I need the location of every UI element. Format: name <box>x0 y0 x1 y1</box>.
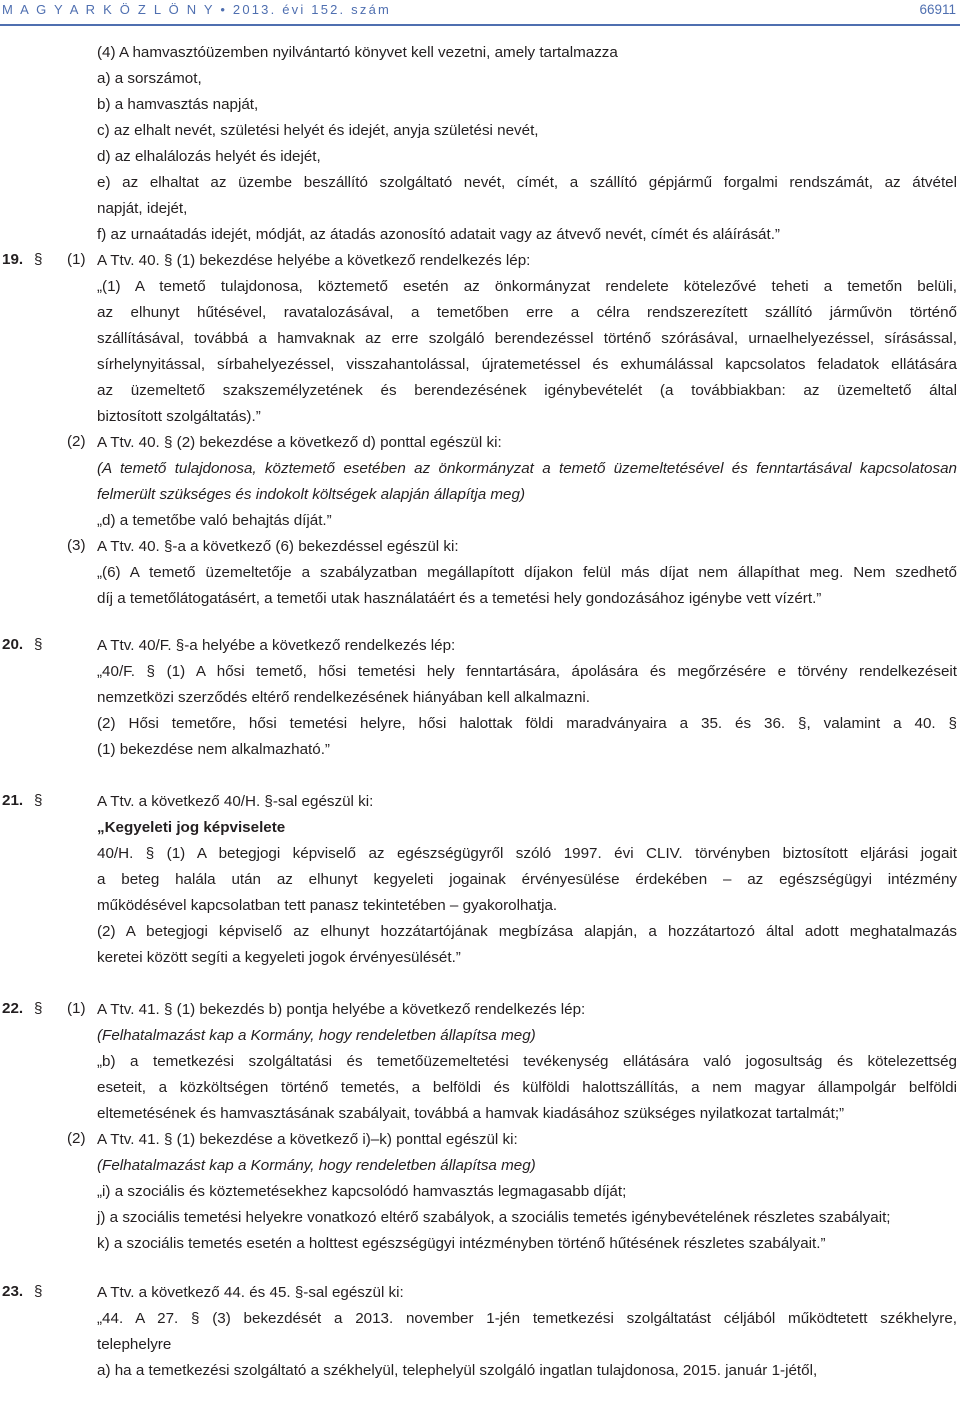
section-symbol: § <box>34 636 43 653</box>
text-line: a) a sorszámot, <box>97 70 202 87</box>
section-symbol: § <box>34 251 43 268</box>
text-line: „(1) A temető tulajdonosa, köztemető esetén az önkormányzat rendelete kötelezővé teheti a temetőn belüli, <box>97 278 957 295</box>
text-line: „44. A 27. § (3) bekezdését a 2013. november 1-jén temetkezési szolgáltatást céljából működtetett székhelyre, <box>97 1310 957 1327</box>
text-line: k) a szociális temetés esetén a holttest egészségügyi intézményben történő hűtésének részletes szabályait.” <box>97 1235 826 1252</box>
text-line: A Ttv. 41. § (1) bekezdés b) pontja helyébe a következő rendelkezés lép: <box>97 1001 586 1018</box>
text-line: d) az elhalálozás helyét és idejét, <box>97 148 321 165</box>
text-line: az üzemeltető szakszemélyzetének és berendezésének igénybevételét (a továbbiakban: az üzemeltető által <box>97 382 957 399</box>
text-line: A Ttv. 40. § (2) bekezdése a következő d) ponttal egészül ki: <box>97 434 502 451</box>
section-number: 19. <box>2 251 24 268</box>
text-line: az elhunyt hűtésével, ravatalozásával, a temetőben erre a célra rendszerezített szállító járművön történő <box>97 304 957 321</box>
section-symbol: § <box>34 792 43 809</box>
text-line: eltemetésének és hamvasztásának szabályait, továbbá a hamvak kiadásához szükséges nyilatkozat tartalmát;” <box>97 1105 845 1122</box>
text-line: j) a szociális temetési helyekre vonatkozó eltérő szabályok, a szociális temetés igénybevételének részletes szabályait; <box>97 1209 891 1226</box>
text-line: b) a hamvasztás napját, <box>97 96 259 113</box>
text-line: díj a temetőlátogatásért, a temetői utak használatáért és a temetési hely gondozásához igénybe vett vízért.” <box>97 590 822 607</box>
text-line: 40/H. § (1) A betegjogi képviselő az egészségügyről szóló 1997. évi CLIV. törvényben biztosított eljárási jogait <box>97 845 957 862</box>
text-line: A Ttv. a következő 44. és 45. §-sal egészül ki: <box>97 1284 404 1301</box>
paragraph-number: (1) <box>67 1000 86 1017</box>
text-line: felmerült szükséges és indokolt költségek alapján állapítja meg) <box>97 486 526 503</box>
header-rule <box>0 24 960 26</box>
text-line: szállításával, továbbá a hamvaknak az erre szolgáló berendezéssel történő szórásával, urnaelhelyezéssel, sírásással, <box>97 330 957 347</box>
section-title: „Kegyeleti jog képviselete <box>97 819 286 836</box>
section-number: 20. <box>2 636 24 653</box>
text-line: A Ttv. a következő 40/H. §-sal egészül ki: <box>97 793 374 810</box>
text-line: f) az urnaátadás idejét, módját, az átadás azonosító adatait vagy az átvevő nevét, címét és aláírását.” <box>97 226 780 243</box>
text-line: c) az elhalt nevét, születési helyét és idejét, anyja születési nevét, <box>97 122 539 139</box>
page-number: 66911 <box>919 2 956 17</box>
text-line: keretei között segíti a kegyeleti jogok érvényesülését.” <box>97 949 461 966</box>
text-line: (2) A betegjogi képviselő az elhunyt hozzátartójának megbízása alapján, a hozzátartozó által adott meghatalmazás <box>97 923 957 940</box>
paragraph-number: (3) <box>67 537 86 554</box>
text-line: „b) a temetkezési szolgáltatási és temetőüzemeltetési tevékenység ellátására való jogosultság és kötelezettség <box>97 1053 957 1070</box>
section-symbol: § <box>34 1283 43 1300</box>
text-line: telephelyre <box>97 1336 172 1353</box>
text-line: (2) Hősi temetőre, hősi temetési helyre, hősi halottak földi maradványaira a 35. és 36. §, valamint a 40. § <box>97 715 957 732</box>
text-line: A Ttv. 41. § (1) bekezdése a következő i)–k) ponttal egészül ki: <box>97 1131 518 1148</box>
text-line: (4) A hamvasztóüzemben nyilvántartó könyvet kell vezetni, amely tartalmazza <box>97 44 618 61</box>
text-line: A Ttv. 40. § (1) bekezdése helyébe a következő rendelkezés lép: <box>97 252 531 269</box>
text-line: „i) a szociális és köztemetésekhez kapcsolódó hamvasztás legmagasabb díját; <box>97 1183 627 1200</box>
text-line: (A temető tulajdonosa, köztemető esetében az önkormányzat a temető üzemeltetésével és fenntartásával kapcsolatosan <box>97 460 957 477</box>
text-line: működésével kapcsolatban tett panasz tekintetében – gyakorolhatja. <box>97 897 558 914</box>
text-line: napját, idejét, <box>97 200 188 217</box>
journal-title: M A G Y A R K Ö Z L Ö N Y • 2013. évi 152. szám <box>2 2 392 17</box>
text-line: (1) bekezdése nem alkalmazható.” <box>97 741 330 758</box>
text-line: „(6) A temető üzemeltetője a szabályzatban megállapított díjakon felül más díjat nem állapíthat meg. Nem szedhető <box>97 564 957 581</box>
text-line: (Felhatalmazást kap a Kormány, hogy rendeletben állapítsa meg) <box>97 1157 536 1174</box>
text-line: biztosított szolgáltatás).” <box>97 408 261 425</box>
text-line: A Ttv. 40/F. §-a helyébe a következő rendelkezés lép: <box>97 637 456 654</box>
text-line: e) az elhaltat az üzembe beszállító szolgáltató nevét, címét, a szállító gépjármű forgalmi rendszámát, az átvétel <box>97 174 957 191</box>
text-line: a beteg halála után az elhunyt kegyeleti jogainak érvényesülése érdekében – az egészségügyi intézmény <box>97 871 957 888</box>
page-header <box>0 0 960 24</box>
paragraph-number: (1) <box>67 251 86 268</box>
text-line: eseteit, a közköltségen történő temetés, a belföldi és külföldi halottszállítás, a nem magyar állampolgár belföldi <box>97 1079 957 1096</box>
text-line: (Felhatalmazást kap a Kormány, hogy rendeletben állapítsa meg) <box>97 1027 536 1044</box>
text-line: „40/F. § (1) A hősi temető, hősi temetési hely fenntartására, ápolására és megőrzésére e törvény rendelkezéseit <box>97 663 957 680</box>
text-line: nemzetközi szerződés eltérő rendelkezésének hiányában kell alkalmazni. <box>97 689 591 706</box>
section-number: 21. <box>2 792 24 809</box>
section-number: 23. <box>2 1283 24 1300</box>
text-line: „d) a temetőbe való behajtás díját.” <box>97 512 332 529</box>
text-line: A Ttv. 40. §-a a következő (6) bekezdéssel egészül ki: <box>97 538 459 555</box>
text-line: a) ha a temetkezési szolgáltató a székhelyül, telephelyül szolgáló ingatlan tulajdonosa, 2015. január 1-jétől, <box>97 1362 818 1379</box>
paragraph-number: (2) <box>67 433 86 450</box>
paragraph-number: (2) <box>67 1130 86 1147</box>
section-symbol: § <box>34 1000 43 1017</box>
text-line: sírhelynyitással, sírbahelyezéssel, visszahantolással, újratemetéssel és exhumálással kapcsolatos feladatok ellátására <box>97 356 957 373</box>
section-number: 22. <box>2 1000 24 1017</box>
